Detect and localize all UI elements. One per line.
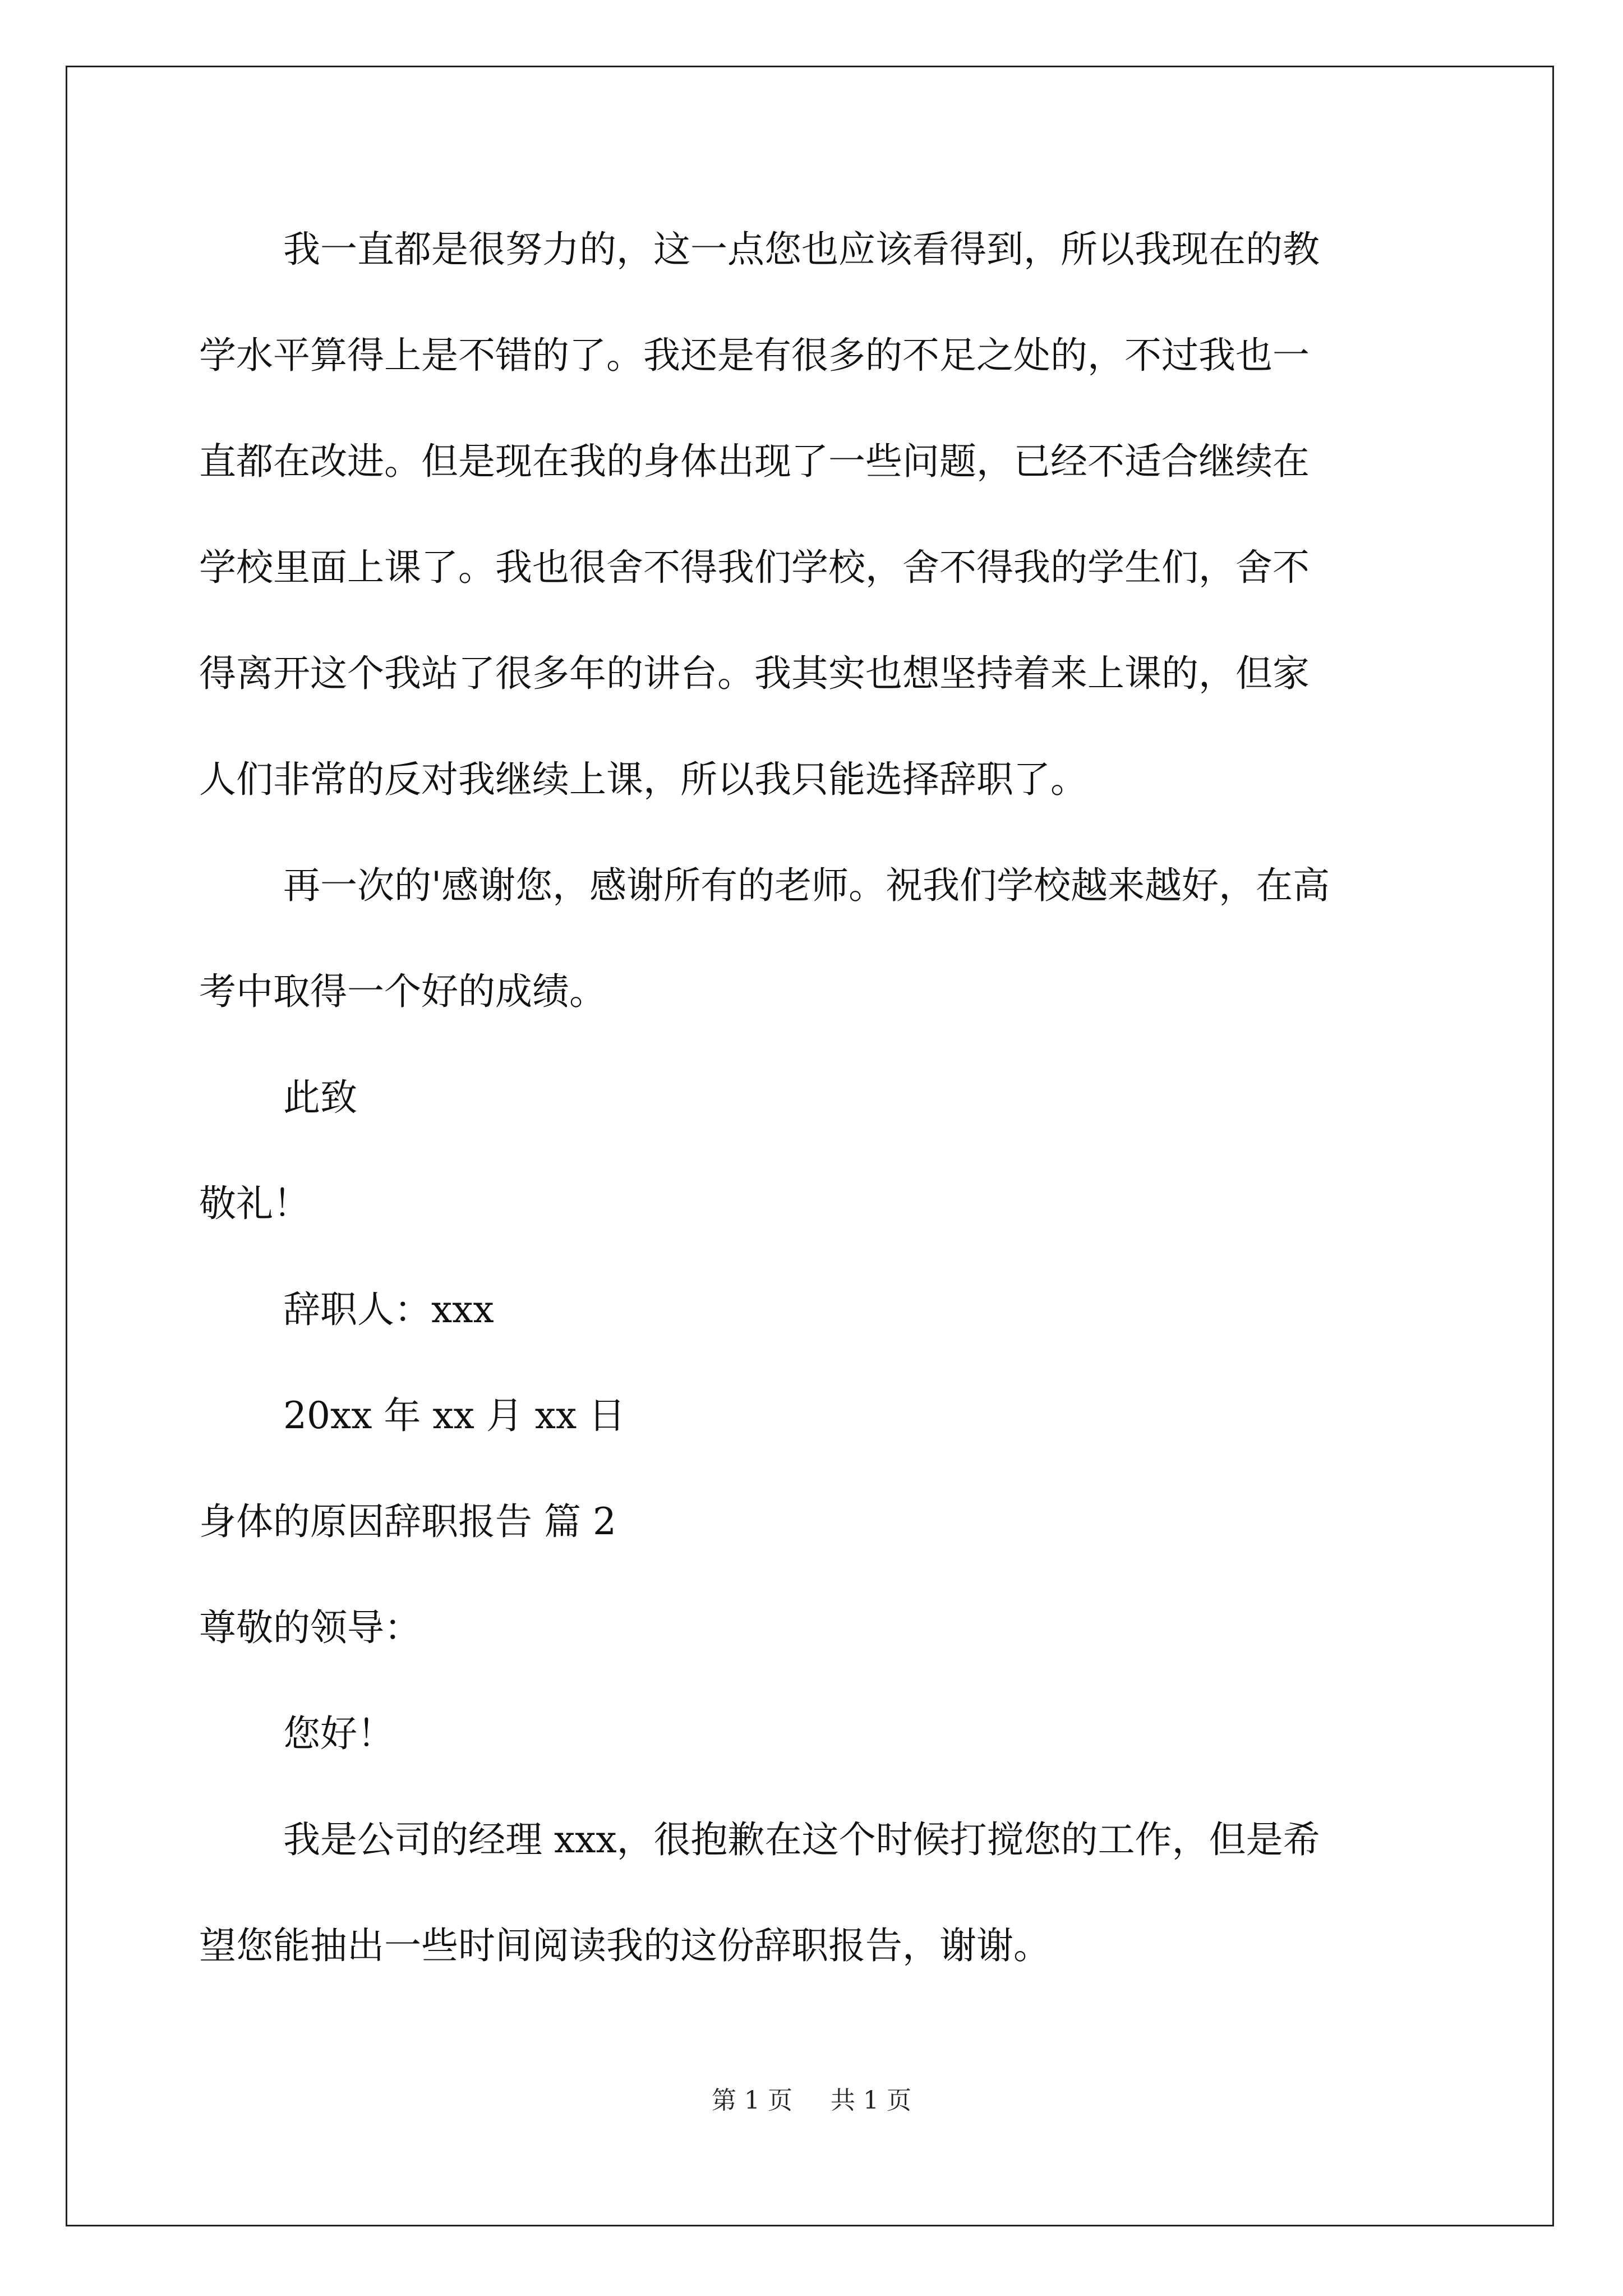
body-line-4: 学校里面上课了。我也很舍不得我们学校，舍不得我的学生们，舍不 [199, 546, 1310, 589]
greeting-hello: 您好！ [283, 1712, 394, 1755]
page-number: 第 1 页 [712, 2086, 792, 2115]
page-total: 共 1 页 [831, 2086, 911, 2115]
body-line-8: 考中取得一个好的成绩。 [199, 970, 606, 1013]
body-line-10: 望您能抽出一些时间阅读我的这份辞职报告，谢谢。 [199, 1924, 1050, 1967]
page-footer [0, 2084, 1623, 2118]
section-heading: 身体的原因辞职报告 篇 2 [199, 1500, 616, 1543]
body-line-2: 学水平算得上是不错的了。我还是有很多的不足之处的，不过我也一 [199, 334, 1310, 377]
document-body [199, 196, 1428, 1999]
closing-regards: 敬礼！ [199, 1182, 310, 1225]
body-line-5: 得离开这个我站了很多年的讲台。我其实也想坚持着来上课的，但家 [199, 652, 1310, 695]
body-line-6: 人们非常的反对我继续上课，所以我只能选择辞职了。 [199, 758, 1087, 801]
body-line-9: 我是公司的经理 xxx，很抱歉在这个时候打搅您的工作，但是希 [283, 1818, 1320, 1861]
body-line-1: 我一直都是很努力的，这一点您也应该看得到，所以我现在的教 [283, 228, 1320, 271]
date-line: 20xx 年 xx 月 xx 日 [283, 1394, 626, 1437]
greeting-recipient: 尊敬的领导： [199, 1606, 421, 1649]
body-line-3: 直都在改进。但是现在我的身体出现了一些问题，已经不适合继续在 [199, 440, 1310, 483]
body-line-7: 再一次的'感谢您，感谢所有的老师。祝我们学校越来越好，在高 [283, 864, 1330, 907]
signature-line: 辞职人：xxx [283, 1288, 494, 1331]
closing-salutation: 此致 [283, 1076, 357, 1119]
